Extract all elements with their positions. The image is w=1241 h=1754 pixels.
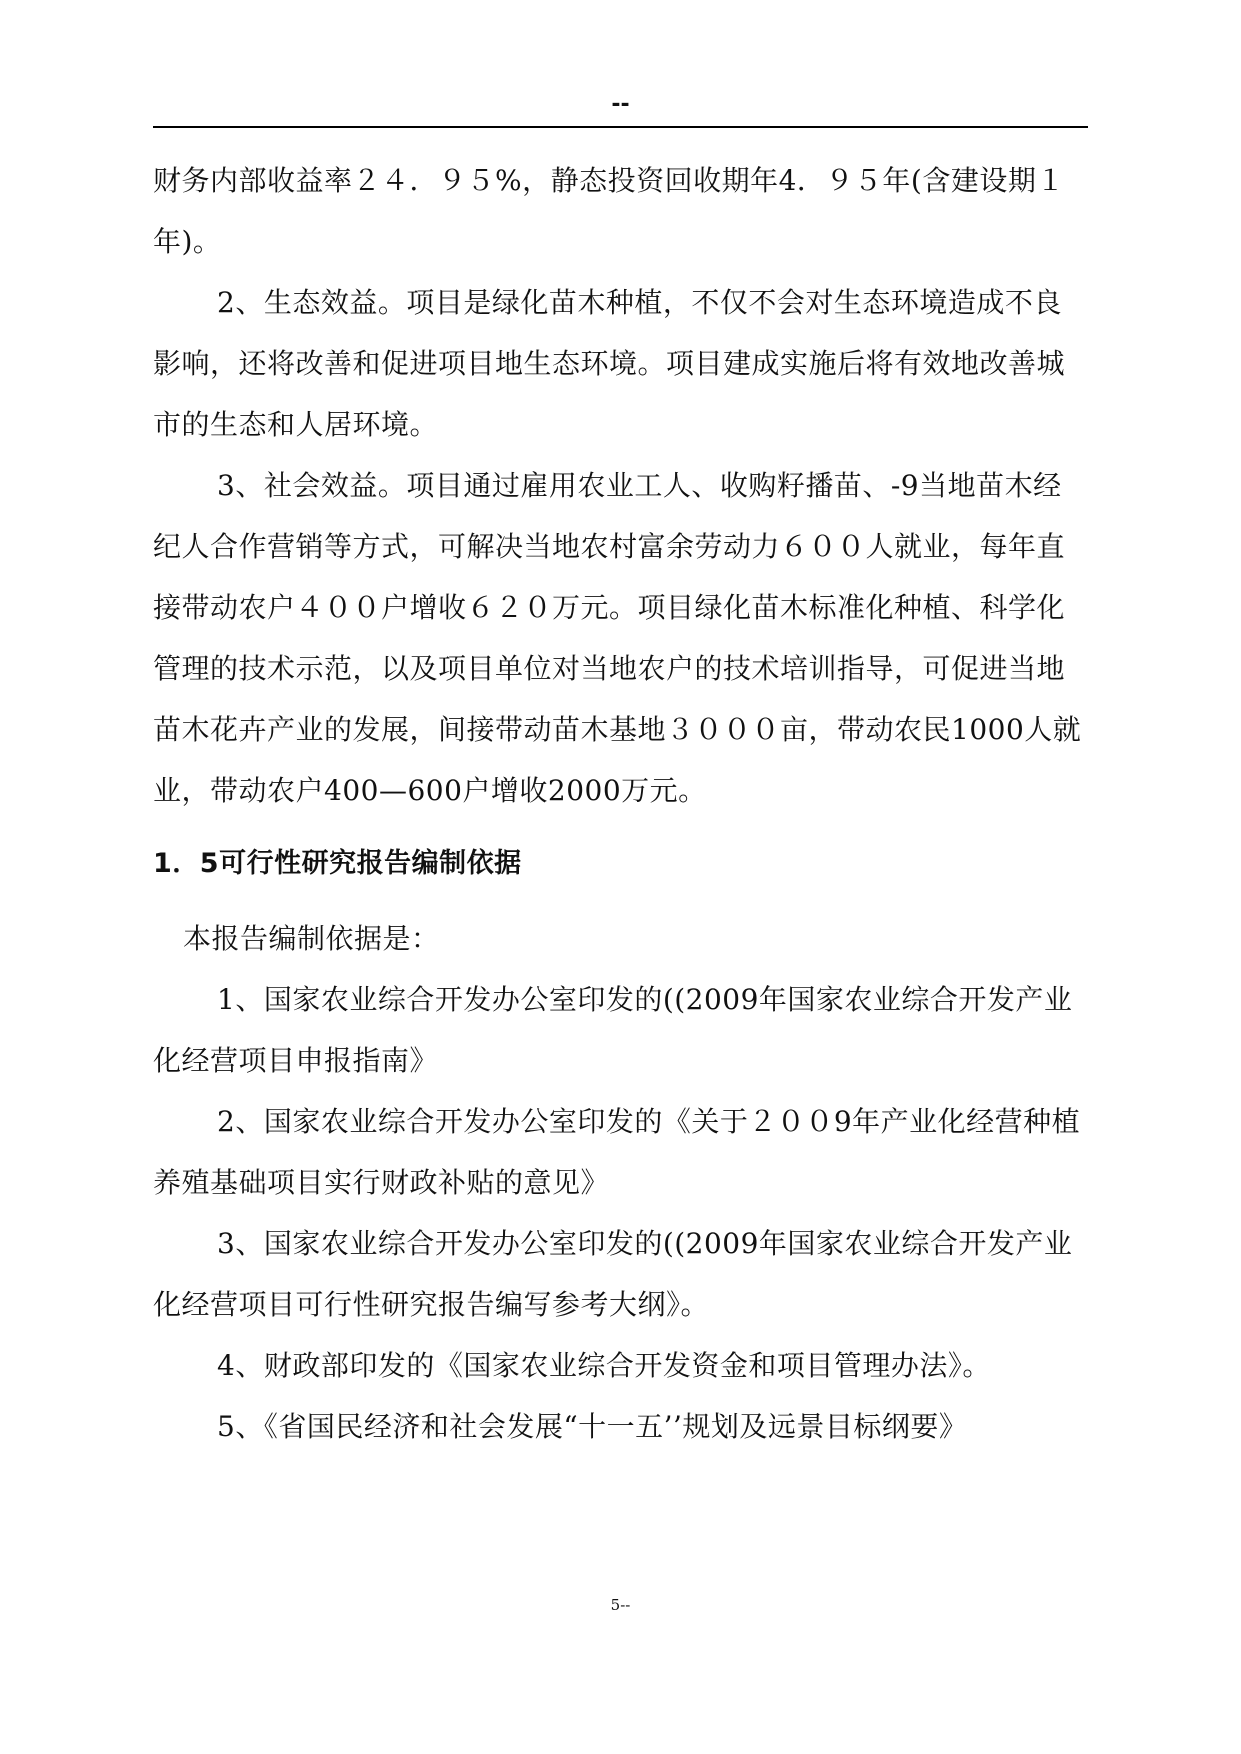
paragraph-social-benefit: 3、社会效益。项目通过雇用农业工人、收购籽播苗、-9当地苗木经纪人合作营销等方式，可解决当地农村富余劳动力６００人就业，每年直接带动农户４００户增收６２０万元。项目绿化苗木标准化种植、科学化管理的技术示范，以及项目单位对当地农户的技术培训指导，可促进当地苗木花卉产业的发展，间接带动苗木基地３０００亩，带动农民1000人就业，带动农户400—600户增收2000万元。: [153, 469, 1082, 807]
document-body: [153, 150, 1088, 1457]
paragraph-ecological-benefit: 2、生态效益。项目是绿化苗木种植，不仅不会对生态环境造成不良影响，还将改善和促进项目地生态环境。项目建成实施后将有效地改善城市的生态和人居环境。: [153, 286, 1066, 441]
basis-item-3: 3、国家农业综合开发办公室印发的((2009年国家农业综合开发产业化经营项目可行性研究报告编写参考大纲》。: [153, 1227, 1073, 1321]
page-number: 5--: [610, 1596, 631, 1614]
basis-item-4: 4、财政部印发的《国家农业综合开发资金和项目管理办法》。: [217, 1349, 991, 1382]
basis-item-5: 5、《省国民经济和社会发展“十一五’’规划及远景目标纲要》: [217, 1410, 968, 1443]
basis-item-1: 1、国家农业综合开发办公室印发的((2009年国家农业综合开发产业化经营项目申报指南》: [153, 983, 1073, 1077]
section-intro: 本报告编制依据是：: [183, 922, 440, 955]
paragraph-financial: 财务内部收益率２４．９５%，静态投资回收期年4．９５年(含建设期１年)。: [153, 164, 1065, 258]
header-divider: [153, 126, 1088, 128]
basis-item-2: 2、国家农业综合开发办公室印发的《关于２００9年产业化经营种植养殖基础项目实行财政补贴的意见》: [153, 1105, 1081, 1199]
page-header-mark: --: [611, 92, 630, 117]
section-heading: 1．5可行性研究报告编制依据: [153, 848, 522, 879]
